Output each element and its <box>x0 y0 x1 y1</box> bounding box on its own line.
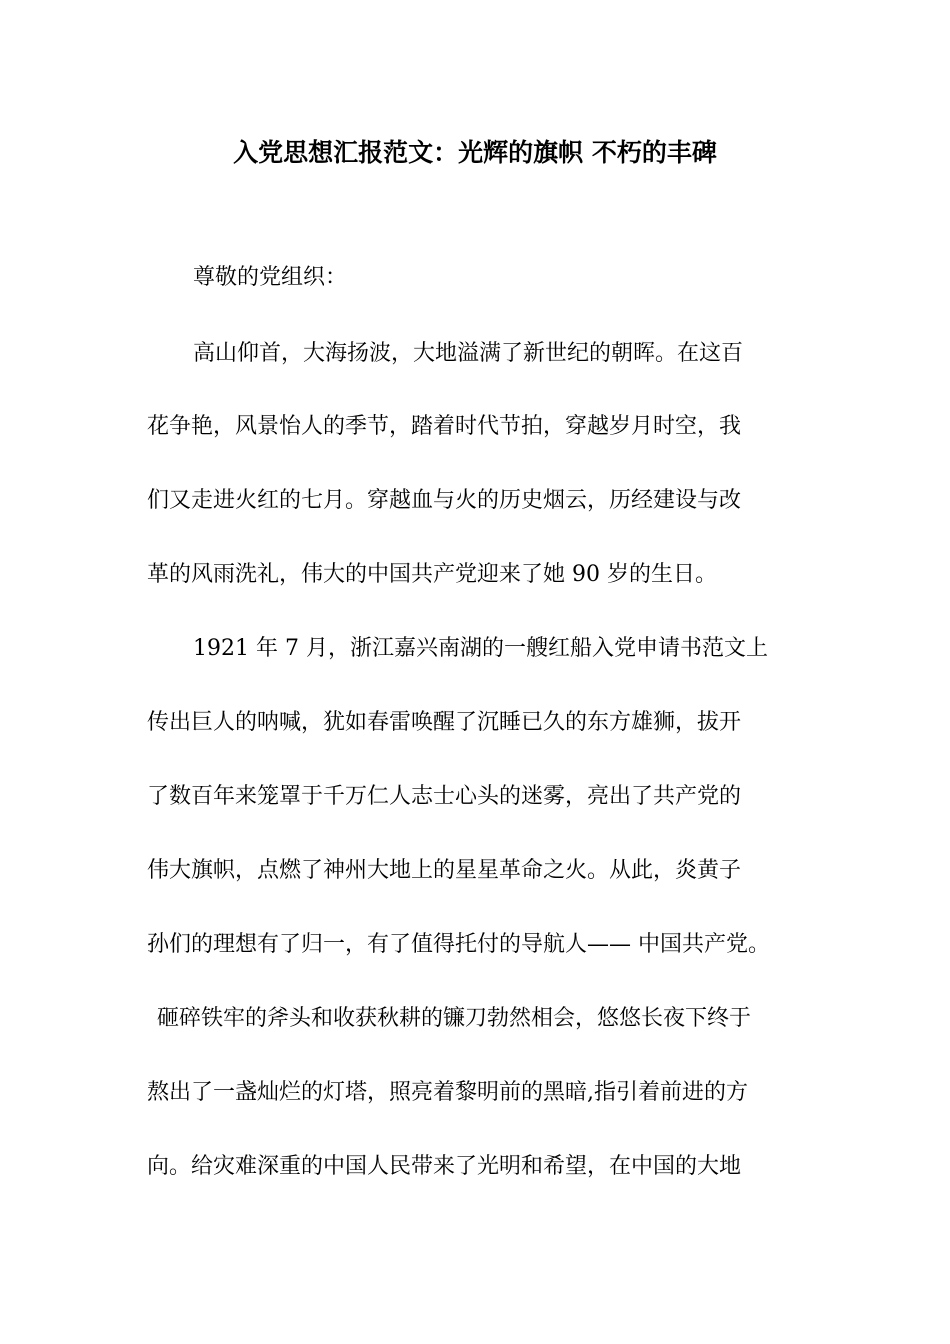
paragraph-line: 砸碎铁牢的斧头和收获秋耕的镰刀勃然相会，悠悠长夜下终于 <box>157 1006 752 1031</box>
paragraph-line: 向。给灾难深重的中国人民带来了光明和希望，在中国的大地 <box>147 1154 742 1179</box>
paragraph-line: 了数百年来笼罩于千万仁人志士心头的迷雾，亮出了共产党的 <box>147 784 742 809</box>
paragraph-line: 革的风雨洗礼，伟大的中国共产党迎来了她 90 岁的生日。 <box>147 562 717 587</box>
salutation-line: 尊敬的党组织： <box>193 265 348 290</box>
paragraph-line: 孙们的理想有了归一，有了值得托付的导航人—— 中国共产党。 <box>147 932 770 957</box>
paragraph-line: 们又走进火红的七月。穿越血与火的历史烟云，历经建设与改 <box>147 488 742 513</box>
paragraph-line: 高山仰首，大海扬波，大地溢满了新世纪的朝晖。在这百 <box>193 341 744 366</box>
paragraph-line: 伟大旗帜，点燃了神州大地上的星星革命之火。从此，炎黄子 <box>147 858 742 883</box>
paragraph-line: 1921 年 7 月，浙江嘉兴南湖的一艘红船入党申请书范文上 <box>193 636 768 661</box>
paragraph-line: 传出巨人的呐喊，犹如春雷唤醒了沉睡已久的东方雄狮，拔开 <box>147 710 742 735</box>
paragraph-line: 花争艳，风景怡人的季节，踏着时代节拍，穿越岁月时空，我 <box>147 414 742 439</box>
paragraph-line: 熬出了一盏灿烂的灯塔，照亮着黎明前的黑暗,指引着前进的方 <box>147 1080 748 1105</box>
document-title: 入党思想汇报范文：光辉的旗帜 不朽的丰碑 <box>233 138 717 167</box>
